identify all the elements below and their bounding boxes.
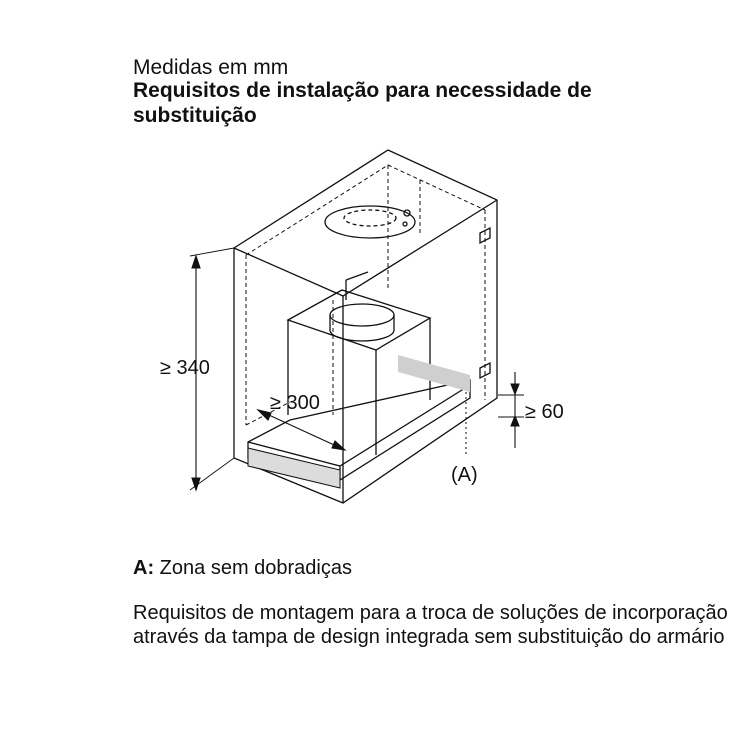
mounting-note: Requisitos de montagem para a troca de soluções de incorporação através da tampa de design integrada sem substituição do armário <box>133 602 728 648</box>
legend-text: Zona sem dobradiças <box>159 557 352 579</box>
hinge-bottom <box>480 363 490 378</box>
hinge-free-zone <box>398 355 470 392</box>
duct-ring-top <box>330 304 394 326</box>
hinge-top <box>480 228 490 243</box>
units-caption: Medidas em mm <box>133 56 289 79</box>
legend-key: A: <box>133 557 155 579</box>
ceiling-cutout <box>325 206 415 238</box>
height-label: ≥ 340 <box>160 357 210 379</box>
depth-label: ≥ 300 <box>270 392 320 414</box>
gap-label: ≥ 60 <box>525 401 564 423</box>
cabinet-front-edge <box>234 200 497 296</box>
legend <box>133 556 352 580</box>
zone-marker: (A) <box>451 464 478 486</box>
page-title: Requisitos de instalação para necessidade de substituição <box>133 79 592 127</box>
